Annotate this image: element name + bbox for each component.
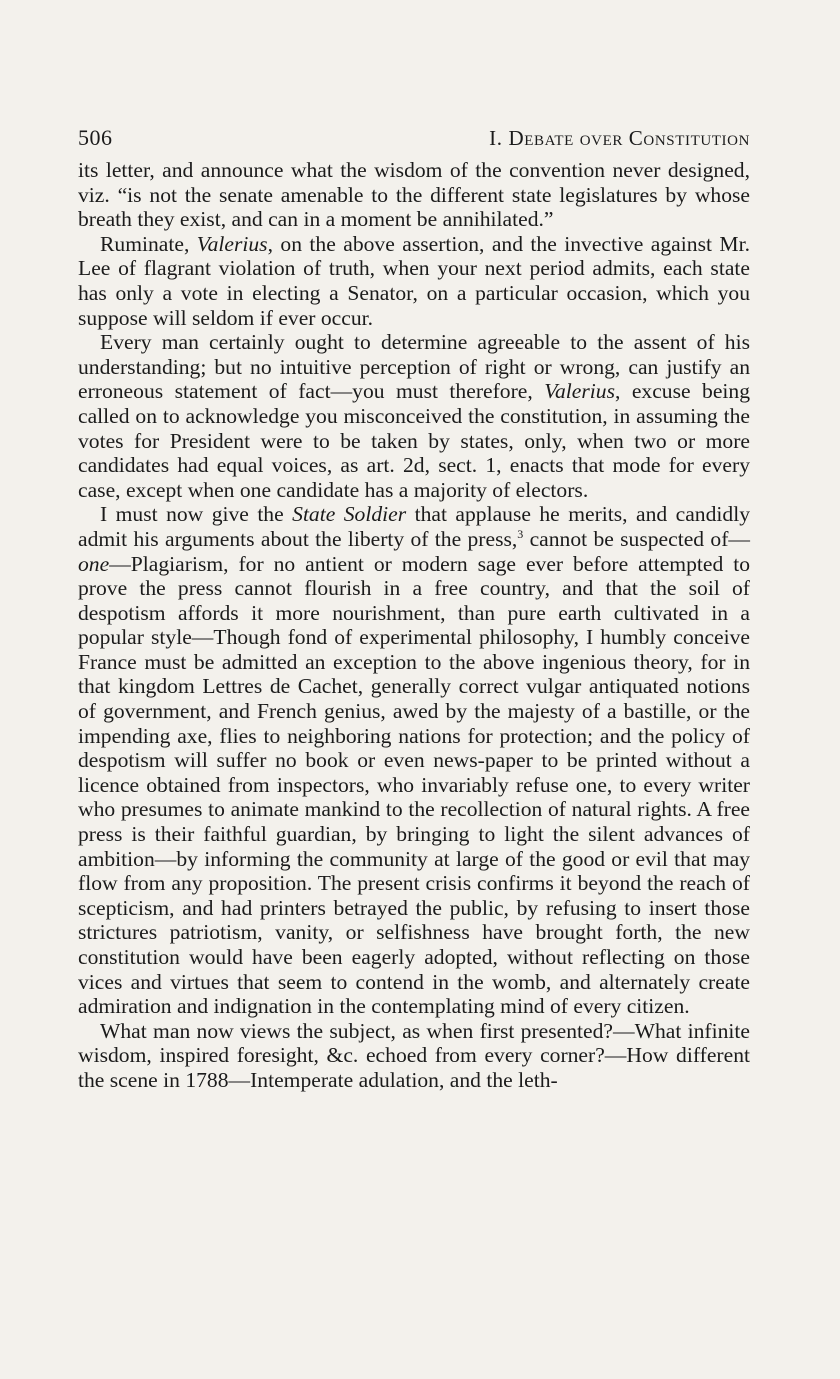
italic-valerius: Valerius [196, 231, 268, 256]
paragraph-2 [78, 232, 750, 330]
document-page [78, 118, 750, 1093]
paragraph-1: its letter, and announce what the wisdom of the convention never designed, viz. “is not the senate amenable to the different state legislatures by whose breath they exist, and can in a moment be annihilated.” [78, 158, 750, 232]
paragraph-4-text-d: —Plagiarism, for no antient or modern sage ever before attempted to prove the press cannot flourish in a free country, and that the soil of despotism affords it more nourishment, than pure earth cultivated in a popular style—Though fond of experimental philosophy, I humbly conceive France must be admitted an exception to the above ingenious theory, for in that kingdom Lettres de Cachet, generally correct vulgar antiquated notions of government, and French genius, awed by the majesty of a bastille, or the impending axe, flies to neighboring nations for protection; and the policy of despotism will suffer no book or even news-paper to be printed without a licence obtained from inspectors, who invariably refuse one, to every writer who presumes to animate mankind to the recollection of natural rights. A free press is their faithful guardian, by bringing to light the silent advances of ambition—by informing the community at large of the good or evil that may flow from any proposition. The present crisis confirms it beyond the reach of scepticism, and had printers betrayed the public, by refusing to insert those strictures patriotism, vanity, or selfishness have brought forth, the new constitution would have been eagerly adopted, without reflecting on those vices and virtues that seem to contend in the womb, and alternately create admiration and indignation in the contemplating mind of every citizen. [78, 551, 750, 1019]
paragraph-4-text-a: I must now give the [100, 502, 293, 527]
section-title: I. Debate over Constitution [489, 126, 750, 150]
paragraph-4 [78, 502, 750, 1018]
running-head [78, 118, 750, 158]
page-number: 506 [78, 125, 113, 150]
paragraph-4-text-b: that applause he merits, and candidly admit his arguments about the liberty of the press, [78, 502, 750, 551]
paragraph-3-text-b: , excuse being called on to acknowledge you misconceived the constitution, in assuming the votes for President were to be taken by states, only, when two or more candidates had equal voices, as art. 2d, sect. 1, enacts that mode for every case, except when one candidate has a majority of electors. [78, 379, 750, 502]
italic-one: one [78, 551, 110, 576]
body-text [78, 158, 750, 1093]
paragraph-4-text-c: cannot be suspected of— [523, 526, 750, 551]
italic-state-soldier: State Soldier [292, 502, 407, 527]
paragraph-5: What man now views the subject, as when first presented?—What infinite wisdom, inspired foresight, &c. echoed from every corner?—How different the scene in 1788—Intemperate adulation, and the leth- [78, 1018, 750, 1092]
paragraph-2-text-a: Ruminate, [100, 231, 197, 256]
paragraph-3-text-a: Every man certainly ought to determine agreeable to the assent of his understanding; but no intuitive perception of right or wrong, can justify an erroneous statement of fact—you must therefore, [78, 330, 750, 404]
paragraph-3 [78, 330, 750, 502]
footnote-marker: 3 [517, 526, 524, 541]
italic-valerius: Valerius [544, 379, 615, 404]
paragraph-2-text-b: , on the above assertion, and the invective against Mr. Lee of flagrant violation of truth, when your next period admits, each state has only a vote in electing a Senator, on a particular occasion, which you suppose will seldom if ever occur. [78, 231, 750, 330]
